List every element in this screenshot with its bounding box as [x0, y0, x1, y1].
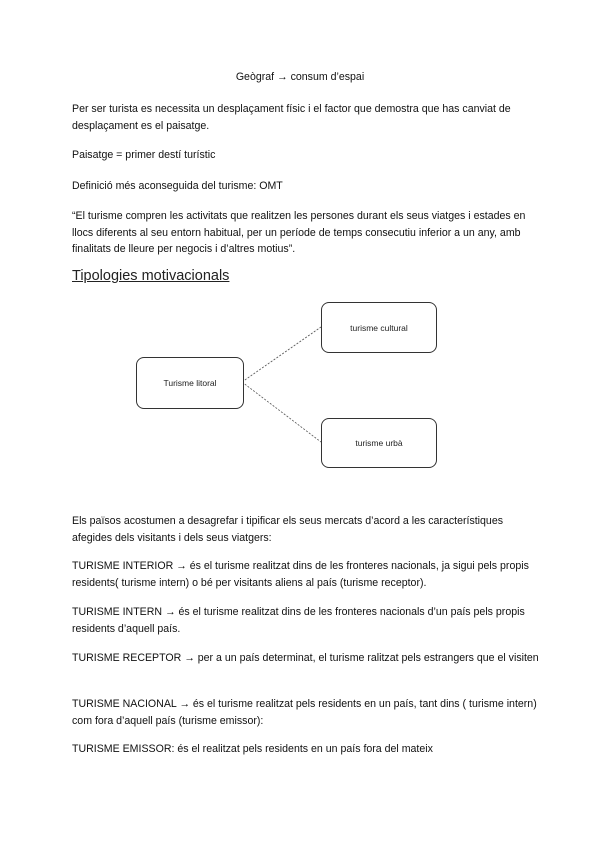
diagram-node-root	[136, 357, 244, 409]
paragraph-turisme-emissor: TURISME EMISSOR: és el realitzat pels residents en un país fora del mateix	[72, 743, 433, 755]
paragraph-markets: Els països acostumen a desagrefar i tipificar els seus mercats d’acord a les característiques afegides dels visitants i dels seus viatgers:	[72, 515, 504, 544]
document-title: Geògraf → consum d’espai	[235, 71, 365, 83]
paragraph-omt-quote: “El turisme compren les activitats que realitzen les persones durant els seus viatges i estades en llocs diferents al seu entorn habitual, per un període de temps consecutiu inferior a un any, amb finalitats de lleure per negocis i d’altres motius”.	[72, 210, 526, 255]
paragraph-turisme-nacional: TURISME NACIONAL → és el turisme realitzat pels residents en un país, tant dins ( turisme intern) com fora d’aquell país (turisme emissor):	[72, 698, 537, 727]
connector-top	[242, 327, 321, 382]
paragraph-displacement: Per ser turista es necessita un desplaçament físic i el factor que demostra que has canviat de desplaçament es el paisatge.	[72, 103, 511, 132]
diagram-node-urban-label: turisme urbà	[355, 438, 403, 448]
paragraph-turisme-intern: TURISME INTERN → és el turisme realitzat dins de les fronteres nacionals d’un país pels propis residents d’aquell país.	[72, 606, 525, 635]
connector-bottom	[242, 382, 321, 442]
paragraph-landscape: Paisatge = primer destí turístic	[72, 149, 216, 161]
paragraph-definition-omt: Definició més aconseguida del turisme: OMT	[72, 180, 283, 192]
diagram-node-cultural-label: turisme cultural	[350, 322, 408, 333]
diagram-node-root-label: Turisme litoral	[163, 378, 217, 388]
section-heading: Tipologies motivacionals	[72, 268, 230, 284]
diagram-node-cultural	[321, 302, 437, 353]
paragraph-turisme-interior: TURISME INTERIOR → és el turisme realitzat dins de les fronteres nacionals, ja sigui pels propis residents( turisme intern) o bé per visitants aliens al país (turisme receptor).	[72, 560, 529, 589]
paragraph-turisme-receptor: TURISME RECEPTOR → per a un país determinat, el turisme ralitzat pels estrangers que el visiten	[72, 652, 539, 664]
diagram-node-urban	[321, 418, 437, 468]
